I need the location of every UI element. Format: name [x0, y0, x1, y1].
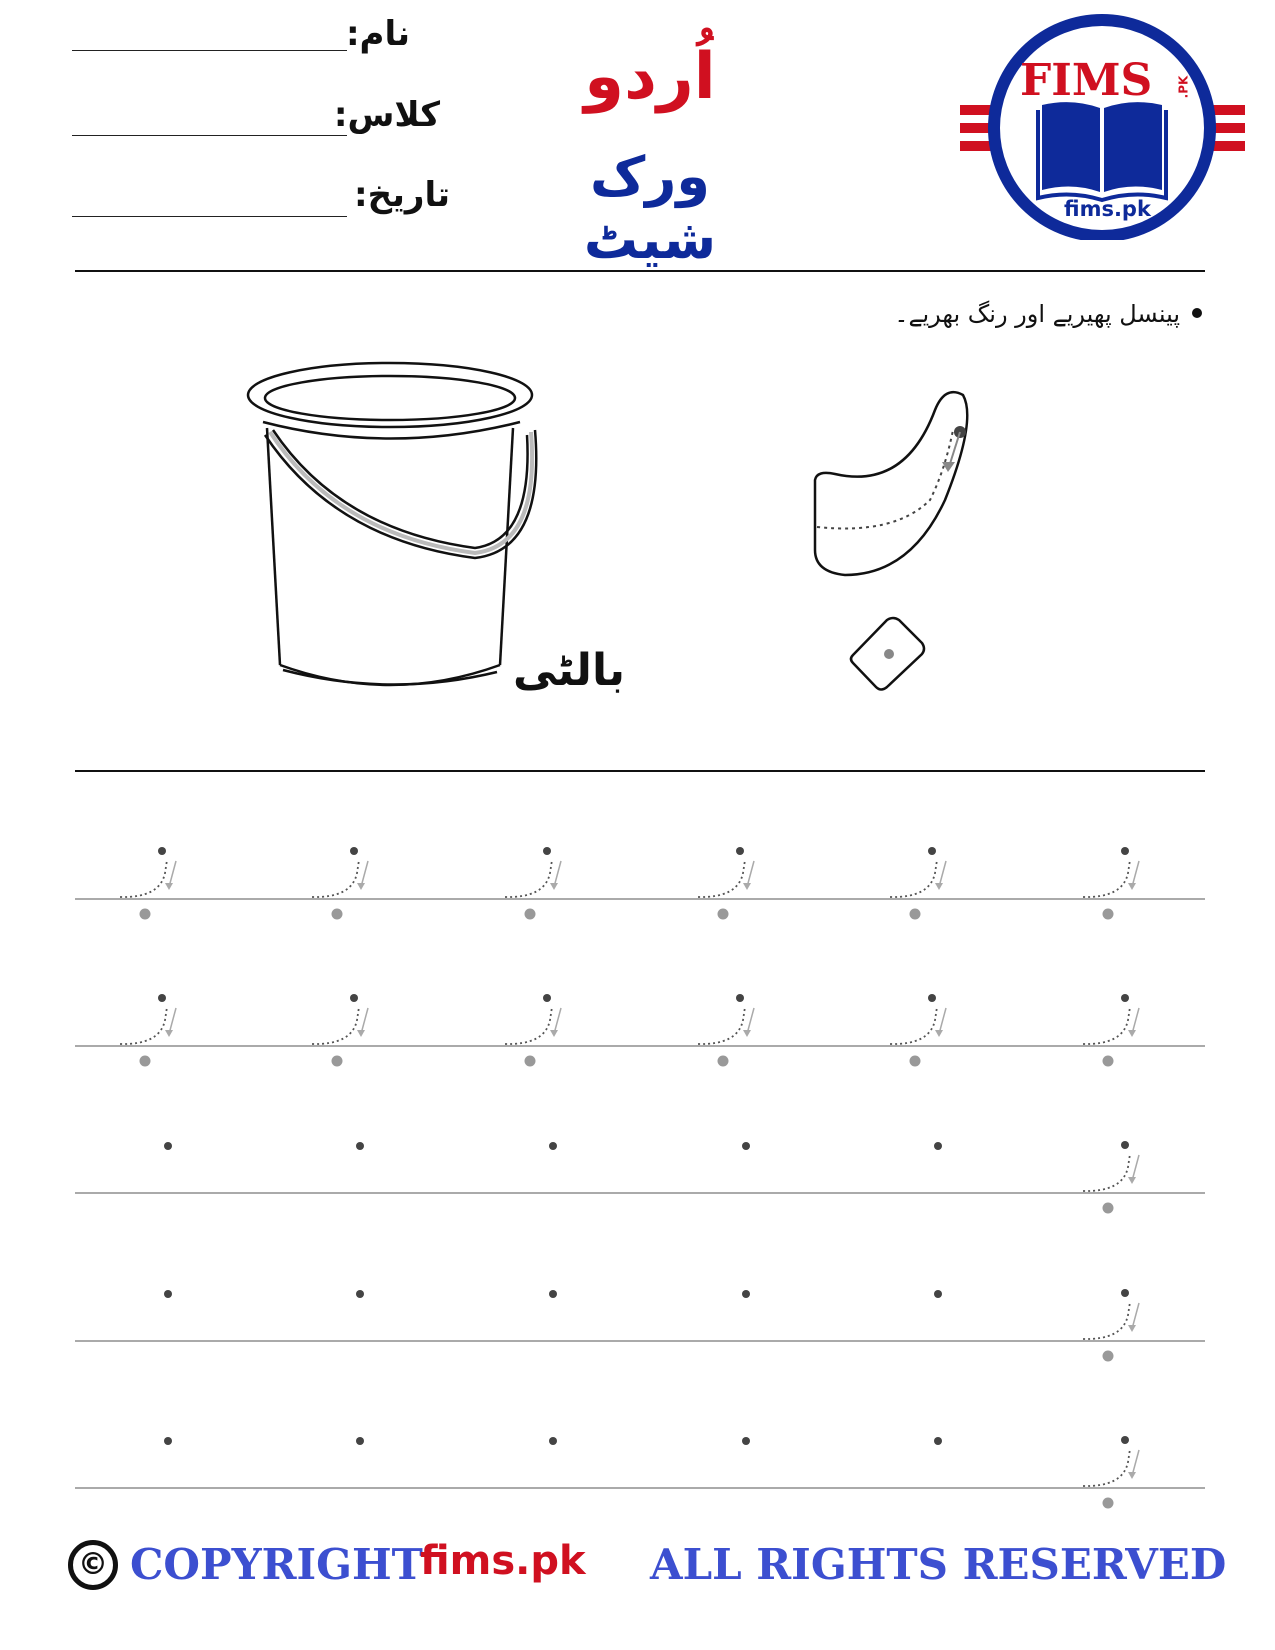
start-dot	[549, 1290, 557, 1298]
subject-title: اُردو	[584, 40, 716, 114]
letter-bay-tracing-icon	[805, 390, 985, 720]
class-line[interactable]	[72, 135, 347, 136]
start-dot	[934, 1290, 942, 1298]
copyright-icon: ©	[68, 1540, 118, 1590]
letter-bay-trace	[885, 843, 955, 923]
instruction-text: پینسل پھیریے اور رنگ بھریے۔	[894, 300, 1180, 328]
instruction-bullet	[1192, 308, 1202, 318]
letter-bay-trace	[1078, 843, 1148, 923]
start-dot	[549, 1437, 557, 1445]
practice-line[interactable]	[75, 1487, 1205, 1489]
class-label: کلاس:	[333, 95, 440, 135]
start-dot	[356, 1142, 364, 1150]
start-dot	[356, 1437, 364, 1445]
start-dot	[742, 1142, 750, 1150]
name-label: نام:	[345, 14, 410, 54]
practice-line[interactable]	[75, 898, 1205, 900]
start-dot	[164, 1437, 172, 1445]
practice-line[interactable]	[75, 1192, 1205, 1194]
fims-logo	[960, 10, 1245, 240]
practice-line[interactable]	[75, 1045, 1205, 1047]
bucket-word: بالٹی	[512, 645, 625, 696]
letter-bay-trace	[307, 843, 377, 923]
logo-url: fims.pk	[1064, 197, 1151, 221]
picture-divider	[75, 770, 1205, 772]
start-dot	[549, 1142, 557, 1150]
header-divider	[75, 270, 1205, 272]
date-label: تاریخ:	[354, 175, 450, 215]
start-dot	[742, 1290, 750, 1298]
letter-bay-trace	[307, 990, 377, 1070]
practice-line[interactable]	[75, 1340, 1205, 1342]
letter-bay-trace	[693, 843, 763, 923]
start-dot	[742, 1437, 750, 1445]
start-dot	[356, 1290, 364, 1298]
start-dot	[934, 1437, 942, 1445]
logo-suffix: .PK	[1176, 75, 1191, 99]
start-dot	[934, 1142, 942, 1150]
letter-bay-trace	[1078, 1432, 1148, 1512]
letter-bay-trace	[885, 990, 955, 1070]
letter-bay-trace	[1078, 990, 1148, 1070]
letter-bay-trace	[693, 990, 763, 1070]
letter-bay-trace	[115, 843, 185, 923]
copyright-text: COPYRIGHT	[130, 1540, 423, 1589]
letter-bay-trace	[1078, 1137, 1148, 1217]
logo-brand: FIMS	[1020, 55, 1153, 106]
letter-bay-trace	[115, 990, 185, 1070]
letter-bay-trace	[500, 990, 570, 1070]
start-dot	[164, 1142, 172, 1150]
rights-text: ALL RIGHTS RESERVED	[650, 1540, 1227, 1589]
letter-bay-trace	[1078, 1285, 1148, 1365]
date-line[interactable]	[72, 216, 347, 217]
letter-bay-trace	[500, 843, 570, 923]
worksheet-title: ورک شیٹ	[583, 145, 717, 271]
start-dot	[164, 1290, 172, 1298]
footer-site[interactable]: fims.pk	[420, 1538, 586, 1584]
